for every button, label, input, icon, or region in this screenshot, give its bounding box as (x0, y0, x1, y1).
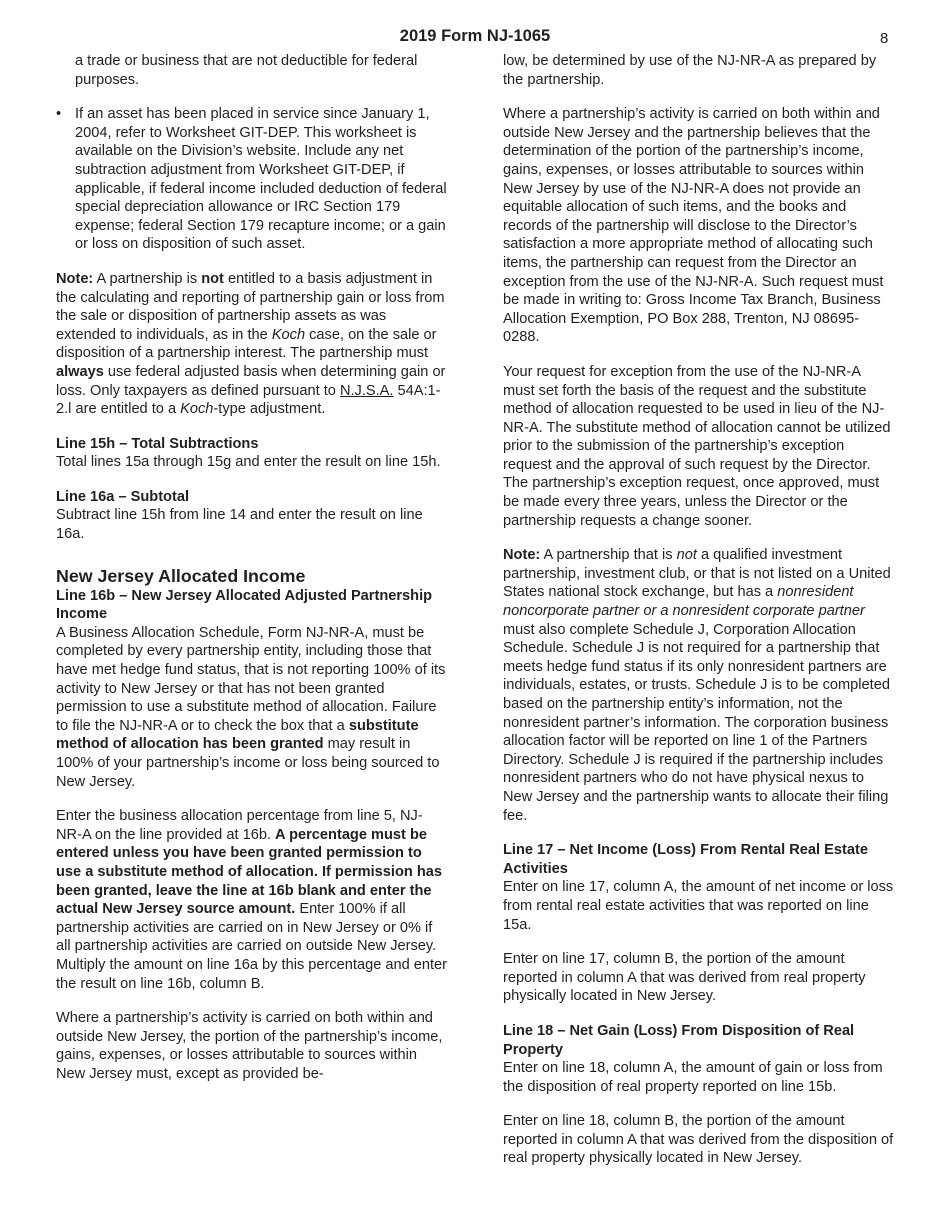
list-item (56, 105, 448, 254)
line-16b-heading: Line 16b – New Jersey Allocated Adjusted Partnership Income (56, 587, 433, 623)
line-18-text-a: Enter on line 18, column A, the amount of gain or loss from the disposition of real property reported on line 15b. (503, 1060, 883, 1095)
line-17-heading: Line 17 – Net Income (Loss) From Rental Real Estate Activities (503, 842, 868, 877)
line-17-text-b: Enter on line 17, column B, the portion of the amount reported in column A that was derived from real property physically located in New Jersey. (503, 951, 866, 1005)
activity-paragraph: Where a partnership’s activity is carried on both within and outside New Jersey, the portion of the partnership’s income, gains, expenses, or losses attributable to sources within New Jersey must, except as provided be- (56, 1010, 443, 1082)
bullet-icon: • (56, 106, 62, 123)
bullet-text: If an asset has been placed in service since January 1, 2004, refer to Worksheet GIT-DEP. This worksheet is available on the Division’s website. Include any net subtraction adjustment from Worksheet GIT-DEP, if applicable, if federal income included deduction of federal special depreciation allowance or IRC Section 179 expense; federal Section 179 recapture income; or a gain or loss on disposition of such asset. (75, 106, 447, 253)
left-column (56, 52, 448, 1100)
exception-request-paragraph: Your request for exception from the use of the NJ-NR-A must set forth the basis of the request and the substitute method of allocation requested to be used in lieu of the NJ-NR-A. The substitute method of allocation cannot be utilized prior to the submission of the partnership’s exception request and the approval of such request by the Director. The partnership’s exception request, once approved, must be made every three years, unless the Director or the partnership requests a change sooner. (503, 363, 891, 529)
allocation-percentage-paragraph: Enter the business allocation percentage from line 5, NJ-NR-A on the line provided at 16b. A percentage must be entered unless you have been granted permission to use a substitute method of allocation. If permission has been granted, leave the line at 16b blank and enter the actual New Jersey source amount. Enter 100% if all partnership activities are carried on in New Jersey or 0% if all partnership activities are carried on outside New Jersey. Multiply the amount on line 16a by this percentage and enter the result on line 16b, column B. (56, 808, 448, 992)
line-18-text-b: Enter on line 18, column B, the portion of the amount reported in column A that was derived from the disposition of real property physically located in New Jersey. (503, 1113, 894, 1167)
exception-paragraph: Where a partnership’s activity is carried on both within and outside New Jersey and the partnership believes that the determination of the portion of the partnership’s income, gains, expenses, or losses attributable to sources within New Jersey by use of the NJ-NR-A does not provide an equitable allocation of such items, and the books and records of the partnership will disclose to the Director’s satisfaction a more appropriate method of allocating such items, the partnership can request from the Director an exception from the use of the NJ-NR-A. Such request must be made in writing to: Gross Income Tax Branch, Business Allocation Exemption, PO Box 288, Trenton, NJ 08695-0288. (503, 106, 884, 346)
right-column (503, 52, 895, 1184)
continued-text: low, be determined by use of the NJ-NR-A as prepared by the partnership. (503, 53, 877, 88)
continued-text: a trade or business that are not deductible for federal purposes. (75, 53, 418, 88)
note-paragraph: Note: A partnership is not entitled to a basis adjustment in the calculating and reporting of partnership gain or loss from the sale or disposition of partnership assets as was extended to individuals, as in the Koch case, on the sale or disposition of a partnership interest. The partnership must always use federal adjusted basis when determining gain or loss. Only taxpayers as defined pursuant to N.J.S.A. 54A:1-2.l are entitled to a Koch-type adjustment. (56, 270, 446, 418)
line-18-heading: Line 18 – Net Gain (Loss) From Disposition of Real Property (503, 1022, 855, 1058)
line-15h-text: Total lines 15a through 15g and enter the result on line 15h. (56, 454, 441, 471)
page-number: 8 (880, 30, 889, 47)
line-15h-heading: Line 15h – Total Subtractions (56, 435, 259, 452)
line-16a-text: Subtract line 15h from line 14 and enter the result on line 16a. (56, 507, 423, 543)
allocation-schedule-paragraph: A Business Allocation Schedule, Form NJ-NR-A, must be completed by every partnership entity, including those that have met hedge fund status, that is not reporting 100% of its activity to New Jersey or that has not been granted permission to use a substitute method of allocation. Failure to file the NJ-NR-A or to check the box that a substitute method of allocation has been granted may result in 100% of your partnership’s income or loss being sourced to New Jersey. (56, 624, 446, 790)
line-17-text-a: Enter on line 17, column A, the amount of net income or loss from rental real estate activities that was reported on line 15a. (503, 879, 894, 933)
section-title: New Jersey Allocated Income (56, 565, 306, 586)
note-schedule-j-paragraph: Note: A partnership that is not a qualified investment partnership, investment club, or that is not listed on a United States national stock exchange, but has a nonresident noncorporate partner or a nonresident corporate partner must also complete Schedule J, Corporation Allocation Schedule. Schedule J is not required for a partnership that meets hedge fund status if its only nonresident partners are individuals, estates, or trusts. Schedule J is to be completed based on the partnership entity’s information, not the nonresident partner’s information. The corporation business allocation factor will be reported on line 1 of the Partners Directory. Schedule J is required if the partnership includes nonresident partners who do not have physical nexus to New Jersey and the partnership wants to allocate their filing fee. (503, 547, 891, 824)
line-16a-heading: Line 16a – Subtotal (56, 488, 189, 505)
page-title: 2019 Form NJ-1065 (399, 27, 551, 45)
